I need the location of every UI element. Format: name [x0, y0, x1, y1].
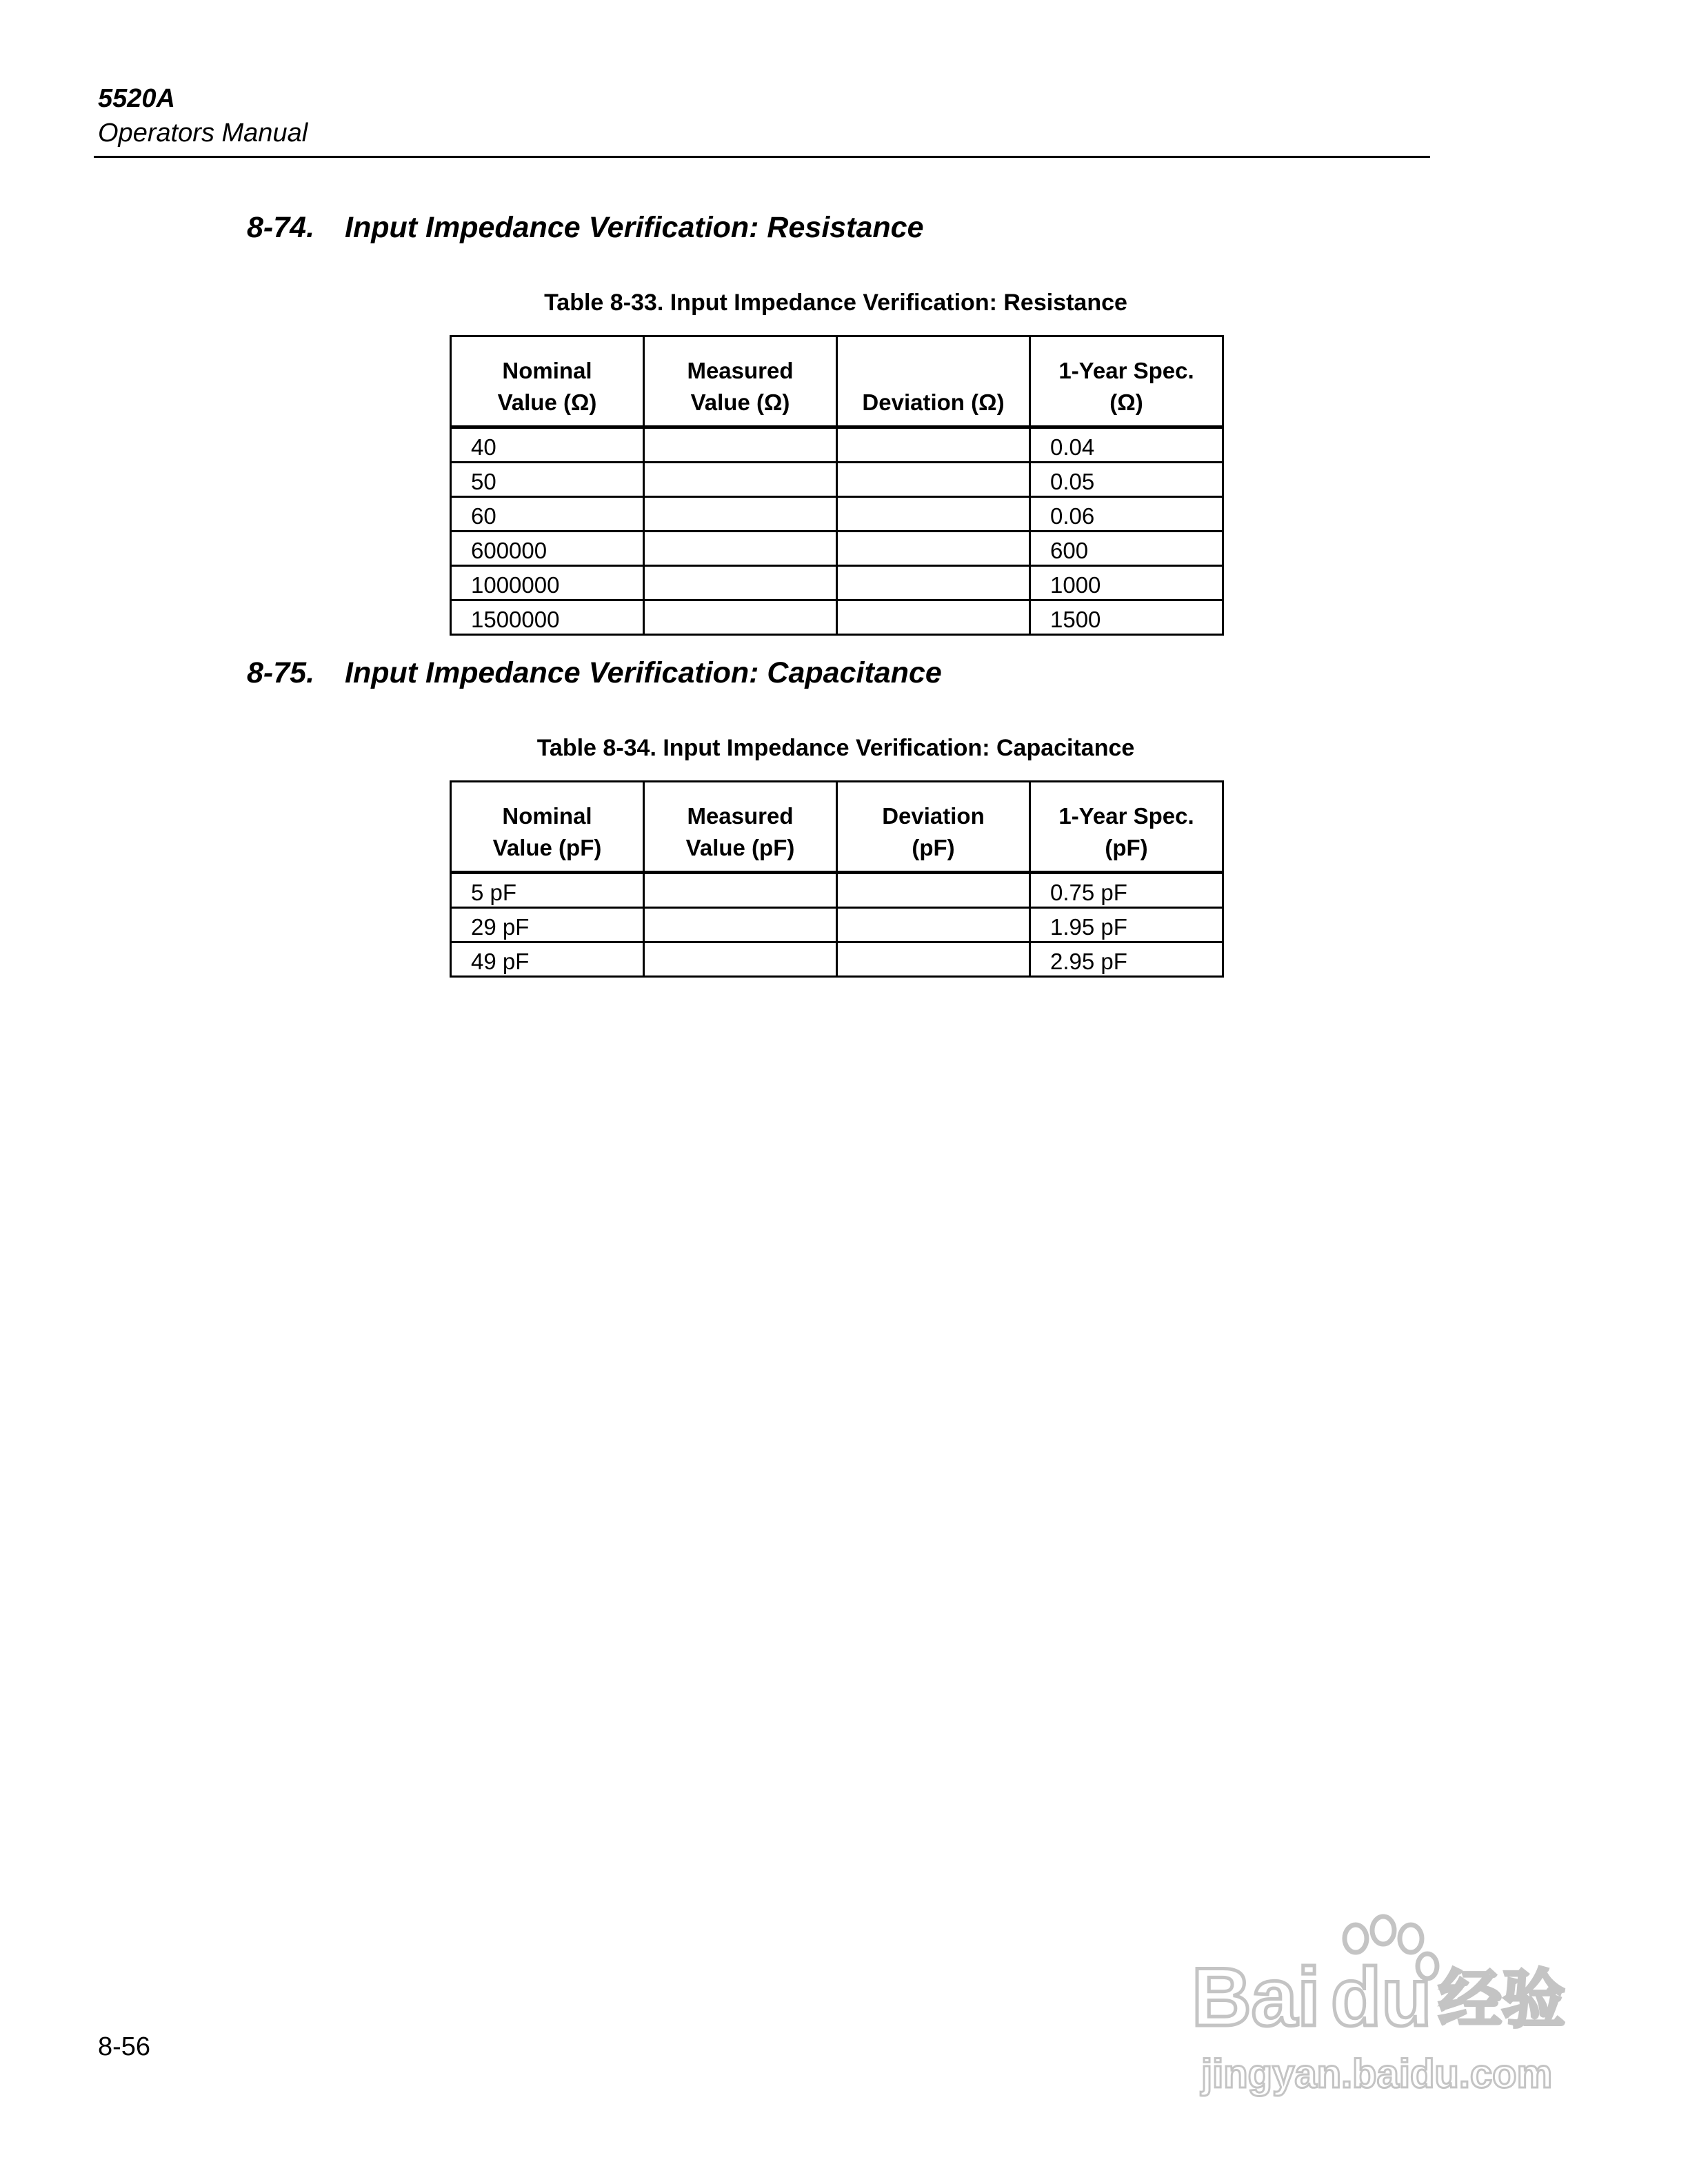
table-cell: 0.06: [1030, 497, 1223, 532]
table-caption-capacitance: Table 8-34. Input Impedance Verification: Capacitance: [536, 735, 1135, 761]
header-subtitle: Operators Manual: [98, 119, 308, 148]
table-cell: 1500: [1030, 600, 1223, 635]
page-number: 8-56: [98, 2032, 151, 2061]
table-cell: 29 pF: [451, 908, 644, 942]
column-header: Measured Value (Ω): [644, 336, 837, 427]
section-heading-resistance: [247, 211, 924, 245]
table-cell: 2.95 pF: [1030, 942, 1223, 977]
table-cell: 49 pF: [451, 942, 644, 977]
table-cell: [644, 600, 837, 635]
table-cell: [837, 908, 1030, 942]
table-cell: [837, 942, 1030, 977]
table-cell: [644, 427, 837, 463]
table-row: [451, 427, 1223, 463]
resistance-table: [450, 335, 1224, 636]
column-header: Deviation (Ω): [837, 336, 1030, 427]
table-cell: 1000: [1030, 566, 1223, 600]
table-cell: [644, 532, 837, 566]
table-cell: 5 pF: [451, 873, 644, 908]
table-cell: 1.95 pF: [1030, 908, 1223, 942]
table-cell: 60: [451, 497, 644, 532]
header-model: 5520A: [98, 84, 175, 113]
table-cell: 600: [1030, 532, 1223, 566]
table-cell: [837, 873, 1030, 908]
table-cell: 1500000: [451, 600, 644, 635]
table-cell: [644, 873, 837, 908]
table-cell: [837, 497, 1030, 532]
table-cell: [644, 463, 837, 497]
running-header: [98, 81, 308, 150]
paw-toe: [1372, 1917, 1394, 1944]
table-row: [451, 942, 1223, 977]
table-cell: [644, 497, 837, 532]
watermark-url: jingyan.baidu.com: [1201, 2052, 1553, 2096]
watermark-brand: Bai: [1192, 1951, 1320, 2043]
table-cell: 40: [451, 427, 644, 463]
watermark-brand: du: [1331, 1951, 1432, 2043]
table-cell: 0.04: [1030, 427, 1223, 463]
table-cell: [837, 532, 1030, 566]
section-heading-capacitance: [247, 656, 942, 690]
column-header: Nominal Value (Ω): [451, 336, 644, 427]
table-row: [451, 600, 1223, 635]
table-cell: 0.75 pF: [1030, 873, 1223, 908]
table-cell: [644, 908, 837, 942]
column-header: Deviation (pF): [837, 782, 1030, 873]
table-header-row: [451, 782, 1223, 873]
table-cell: [837, 463, 1030, 497]
section-number: 8-75.: [247, 656, 315, 689]
table-cell: [837, 566, 1030, 600]
table-row: [451, 873, 1223, 908]
watermark-cn: 经验: [1438, 1963, 1566, 2036]
table-row: [451, 463, 1223, 497]
table-row: [451, 566, 1223, 600]
table-caption-resistance: Table 8-33. Input Impedance Verification: Resistance: [544, 290, 1127, 316]
section-title: Input Impedance Verification: Resistance: [345, 211, 924, 244]
header-rule: [94, 156, 1430, 158]
paw-toe: [1400, 1925, 1422, 1952]
table-row: [451, 497, 1223, 532]
baidu-watermark-logo: [1178, 1903, 1578, 2110]
column-header: 1-Year Spec. (Ω): [1030, 336, 1223, 427]
table-cell: 1000000: [451, 566, 644, 600]
table-cell: 50: [451, 463, 644, 497]
table-cell: 600000: [451, 532, 644, 566]
capacitance-table: [450, 780, 1224, 978]
table-cell: 0.05: [1030, 463, 1223, 497]
column-header: Measured Value (pF): [644, 782, 837, 873]
table-row: [451, 908, 1223, 942]
paw-toe: [1345, 1925, 1367, 1952]
table-cell: [837, 427, 1030, 463]
table-row: [451, 532, 1223, 566]
table-header-row: [451, 336, 1223, 427]
table-cell: [644, 566, 837, 600]
table-cell: [644, 942, 837, 977]
section-title: Input Impedance Verification: Capacitance: [345, 656, 942, 689]
column-header: 1-Year Spec. (pF): [1030, 782, 1223, 873]
section-number: 8-74.: [247, 211, 315, 244]
table-cell: [837, 600, 1030, 635]
column-header: Nominal Value (pF): [451, 782, 644, 873]
